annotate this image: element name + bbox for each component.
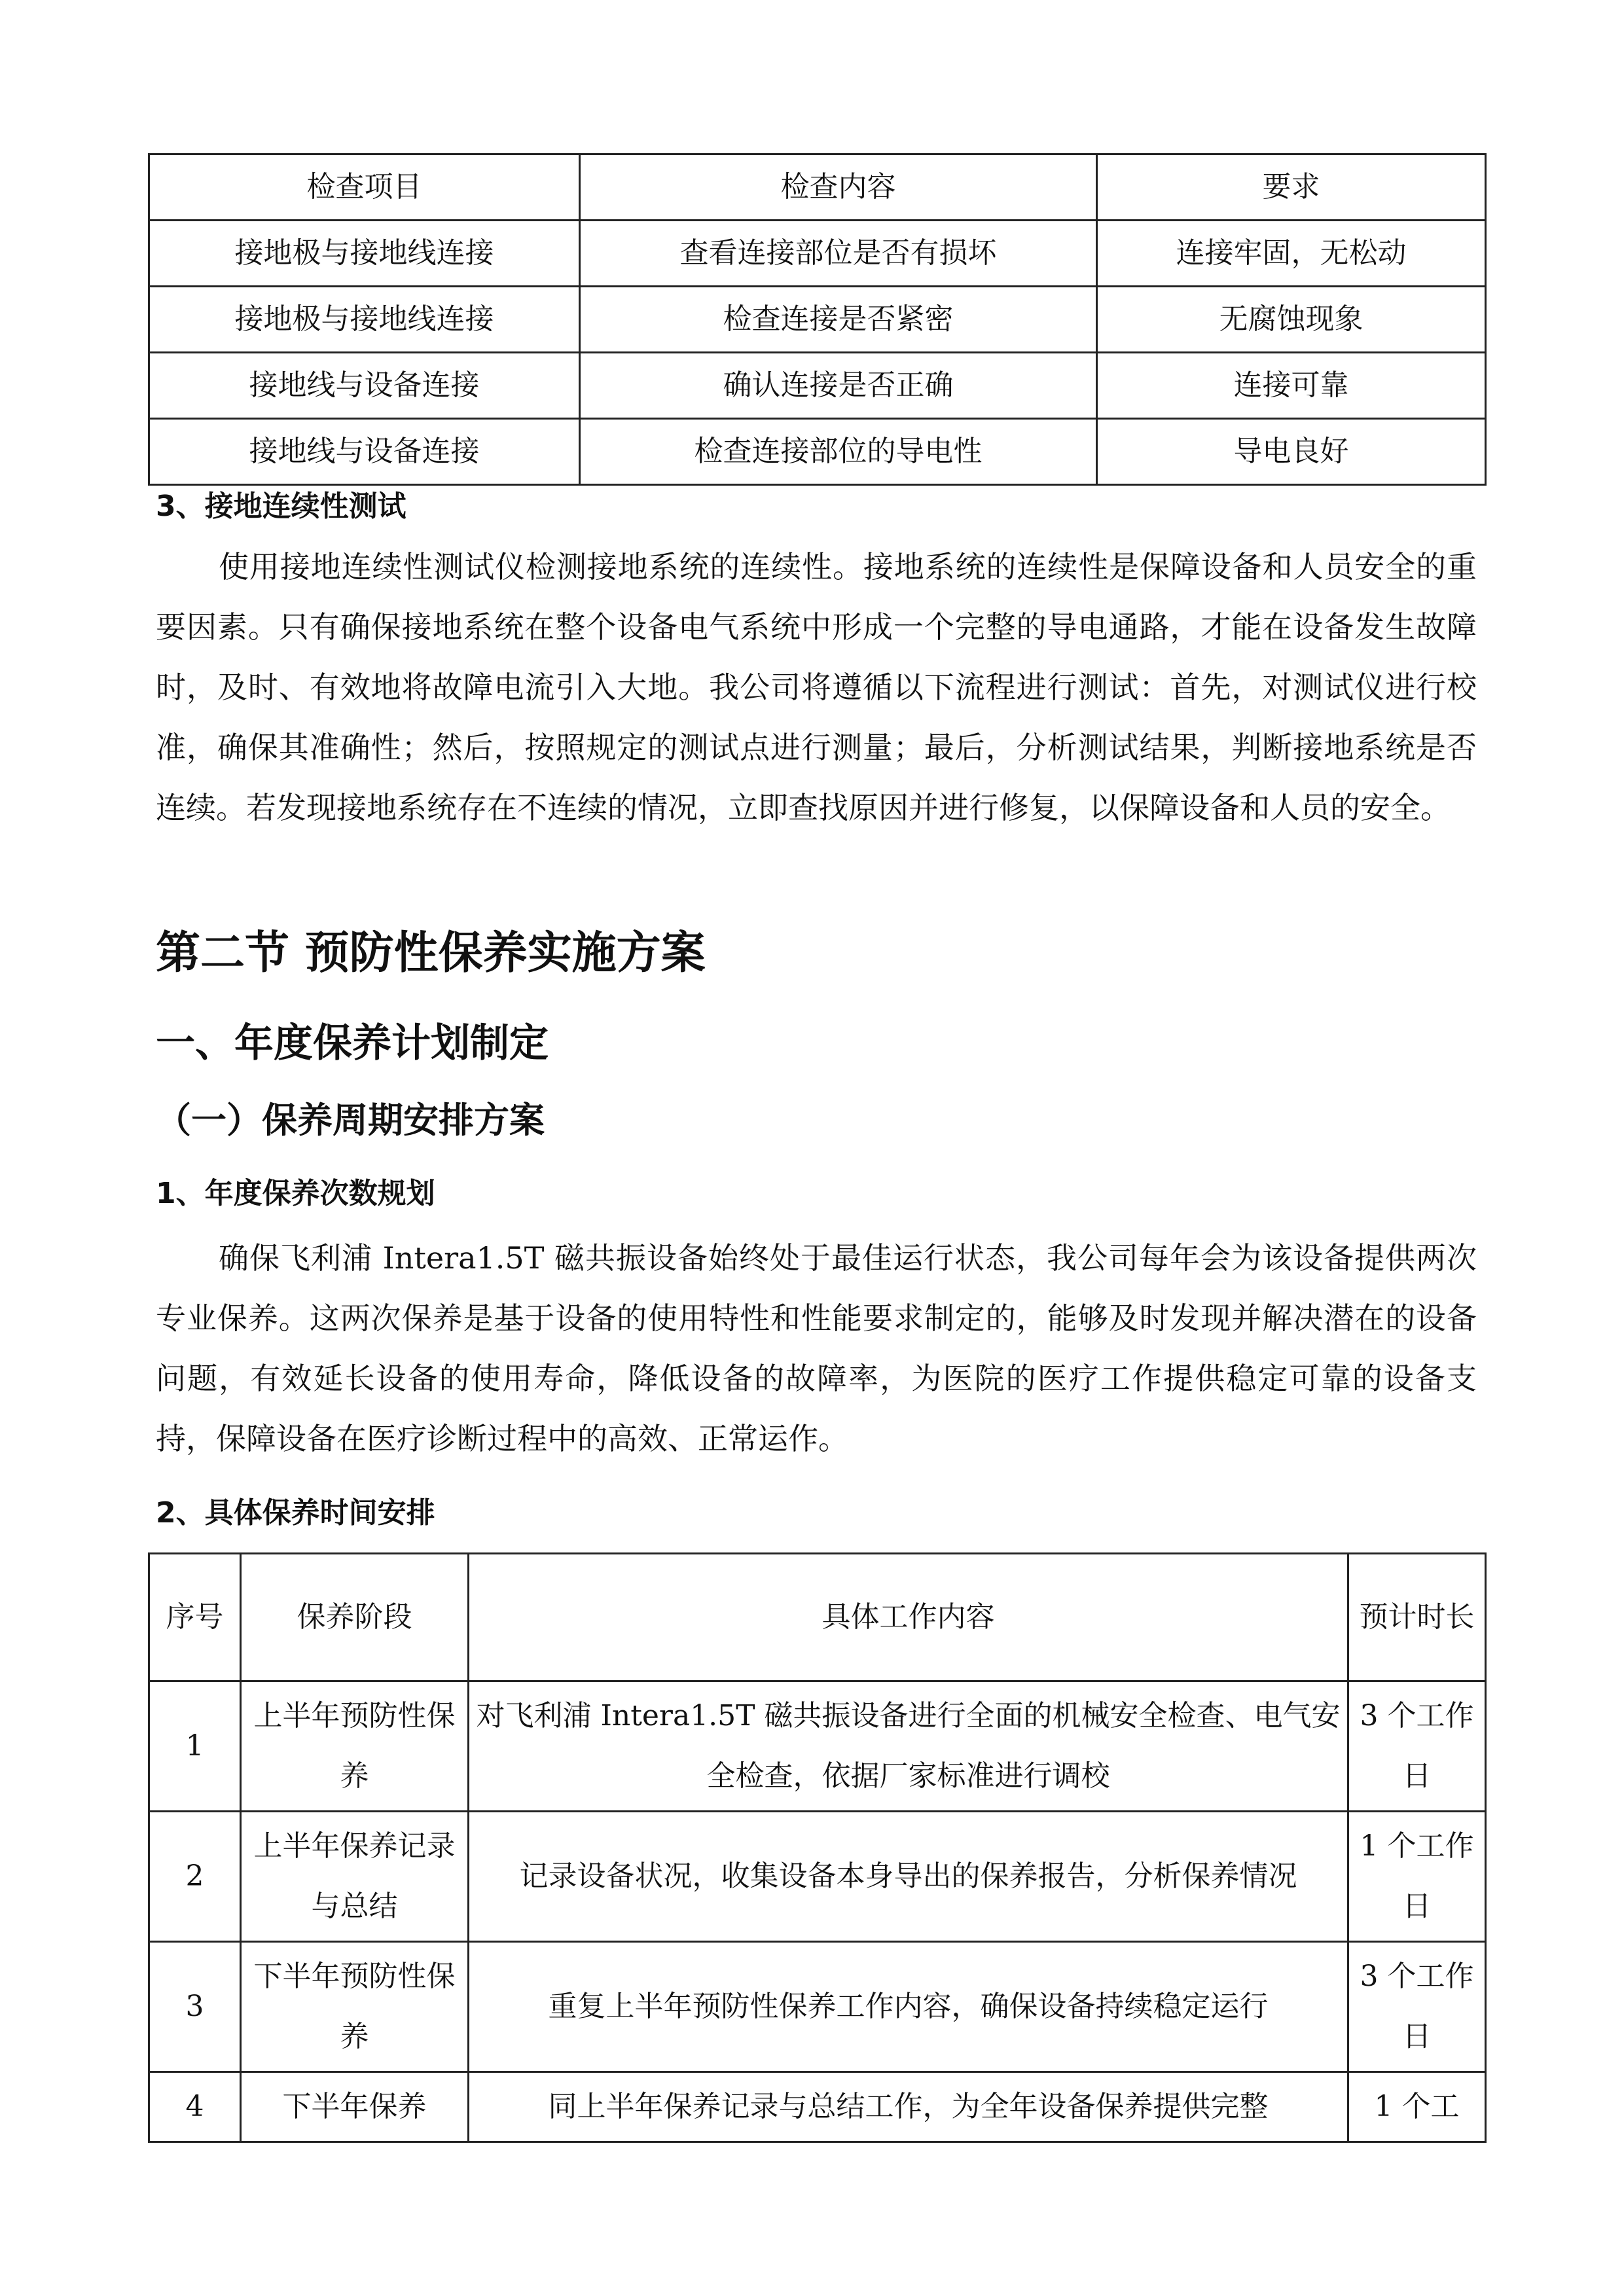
table-cell: 下半年预防性保养 <box>241 1942 469 2072</box>
table-cell: 连接可靠 <box>1097 353 1486 419</box>
table-cell: 重复上半年预防性保养工作内容，确保设备持续稳定运行 <box>469 1942 1348 2072</box>
table-row <box>149 221 1486 287</box>
body-paragraph: 确保飞利浦 Intera1.5T 磁共振设备始终处于最佳运行状态，我公司每年会为该设备提供两次专业保养。这两次保养是基于设备的使用特性和性能要求制定的，能够及时发现并解决潜在的设备问题，有效延长设备的使用寿命，降低设备的故障率，为医院的医疗工作提供稳定可靠的设备支持，保障设备在医疗诊断过程中的高效、正常运作。 <box>156 1240 1477 1456</box>
table-cell: 确认连接是否正确 <box>580 353 1097 419</box>
section-heading: 1、年度保养次数规划 <box>156 1177 435 1210</box>
table-cell: 导电良好 <box>1097 419 1486 485</box>
section-heading: 3、接地连续性测试 <box>156 490 406 523</box>
table-row <box>149 353 1486 419</box>
body-paragraph: 使用接地连续性测试仪检测接地系统的连续性。接地系统的连续性是保障设备和人员安全的重要因素。只有确保接地系统在整个设备电气系统中形成一个完整的导电通路，才能在设备发生故障时，及时、有效地将故障电流引入大地。我公司将遵循以下流程进行测试：首先，对测试仪进行校准，确保其准确性；然后，按照规定的测试点进行测量；最后，分析测试结果，判断接地系统是否连续。若发现接地系统存在不连续的情况，立即查找原因并进行修复，以保障设备和人员的安全。 <box>156 549 1477 825</box>
table-header-cell: 检查项目 <box>149 154 580 221</box>
table-row <box>149 2072 1486 2142</box>
table-cell: 对飞利浦 Intera1.5T 磁共振设备进行全面的机械安全检查、电气安全检查，依据厂家标准进行调校 <box>469 1681 1348 1812</box>
table-cell: 1 <box>149 1681 241 1812</box>
table-cell: 3 <box>149 1942 241 2072</box>
table-header-cell: 要求 <box>1097 154 1486 221</box>
table-cell: 同上半年保养记录与总结工作，为全年设备保养提供完整 <box>469 2072 1348 2142</box>
table-cell: 1 个工作日 <box>1348 1812 1486 1942</box>
table-cell: 接地线与设备连接 <box>149 419 580 485</box>
chapter-title: 第二节 预防性保养实施方案 <box>156 927 706 979</box>
grounding-inspection-table <box>148 153 1487 486</box>
table-cell: 1 个工 <box>1348 2072 1486 2142</box>
table-cell: 无腐蚀现象 <box>1097 287 1486 353</box>
section-heading: 2、具体保养时间安排 <box>156 1496 435 1530</box>
table-row <box>149 1812 1486 1942</box>
table-cell: 接地极与接地线连接 <box>149 287 580 353</box>
table-cell: 检查连接是否紧密 <box>580 287 1097 353</box>
table-header-cell: 保养阶段 <box>241 1554 469 1681</box>
table-cell: 3 个工作日 <box>1348 1681 1486 1812</box>
table-cell: 下半年保养 <box>241 2072 469 2142</box>
table-cell: 4 <box>149 2072 241 2142</box>
maintenance-schedule-table <box>148 1552 1487 2143</box>
table-row <box>149 419 1486 485</box>
table-row <box>149 1942 1486 2072</box>
table-header-row <box>149 154 1486 221</box>
table-cell: 接地线与设备连接 <box>149 353 580 419</box>
table-header-cell: 预计时长 <box>1348 1554 1486 1681</box>
subsection-title: （一）保养周期安排方案 <box>156 1100 545 1141</box>
table-cell: 记录设备状况，收集设备本身导出的保养报告，分析保养情况 <box>469 1812 1348 1942</box>
table-cell: 上半年保养记录与总结 <box>241 1812 469 1942</box>
table-cell: 3 个工作日 <box>1348 1942 1486 2072</box>
table-cell: 检查连接部位的导电性 <box>580 419 1097 485</box>
table-header-cell: 具体工作内容 <box>469 1554 1348 1681</box>
table-header-cell: 序号 <box>149 1554 241 1681</box>
table-cell: 查看连接部位是否有损坏 <box>580 221 1097 287</box>
table-cell: 连接牢固，无松动 <box>1097 221 1486 287</box>
table-header-row <box>149 1554 1486 1681</box>
table-row <box>149 287 1486 353</box>
table-cell: 2 <box>149 1812 241 1942</box>
table-header-cell: 检查内容 <box>580 154 1097 221</box>
table-cell: 接地极与接地线连接 <box>149 221 580 287</box>
table-cell: 上半年预防性保养 <box>241 1681 469 1812</box>
section-title: 一、年度保养计划制定 <box>156 1020 549 1066</box>
table-row <box>149 1681 1486 1812</box>
